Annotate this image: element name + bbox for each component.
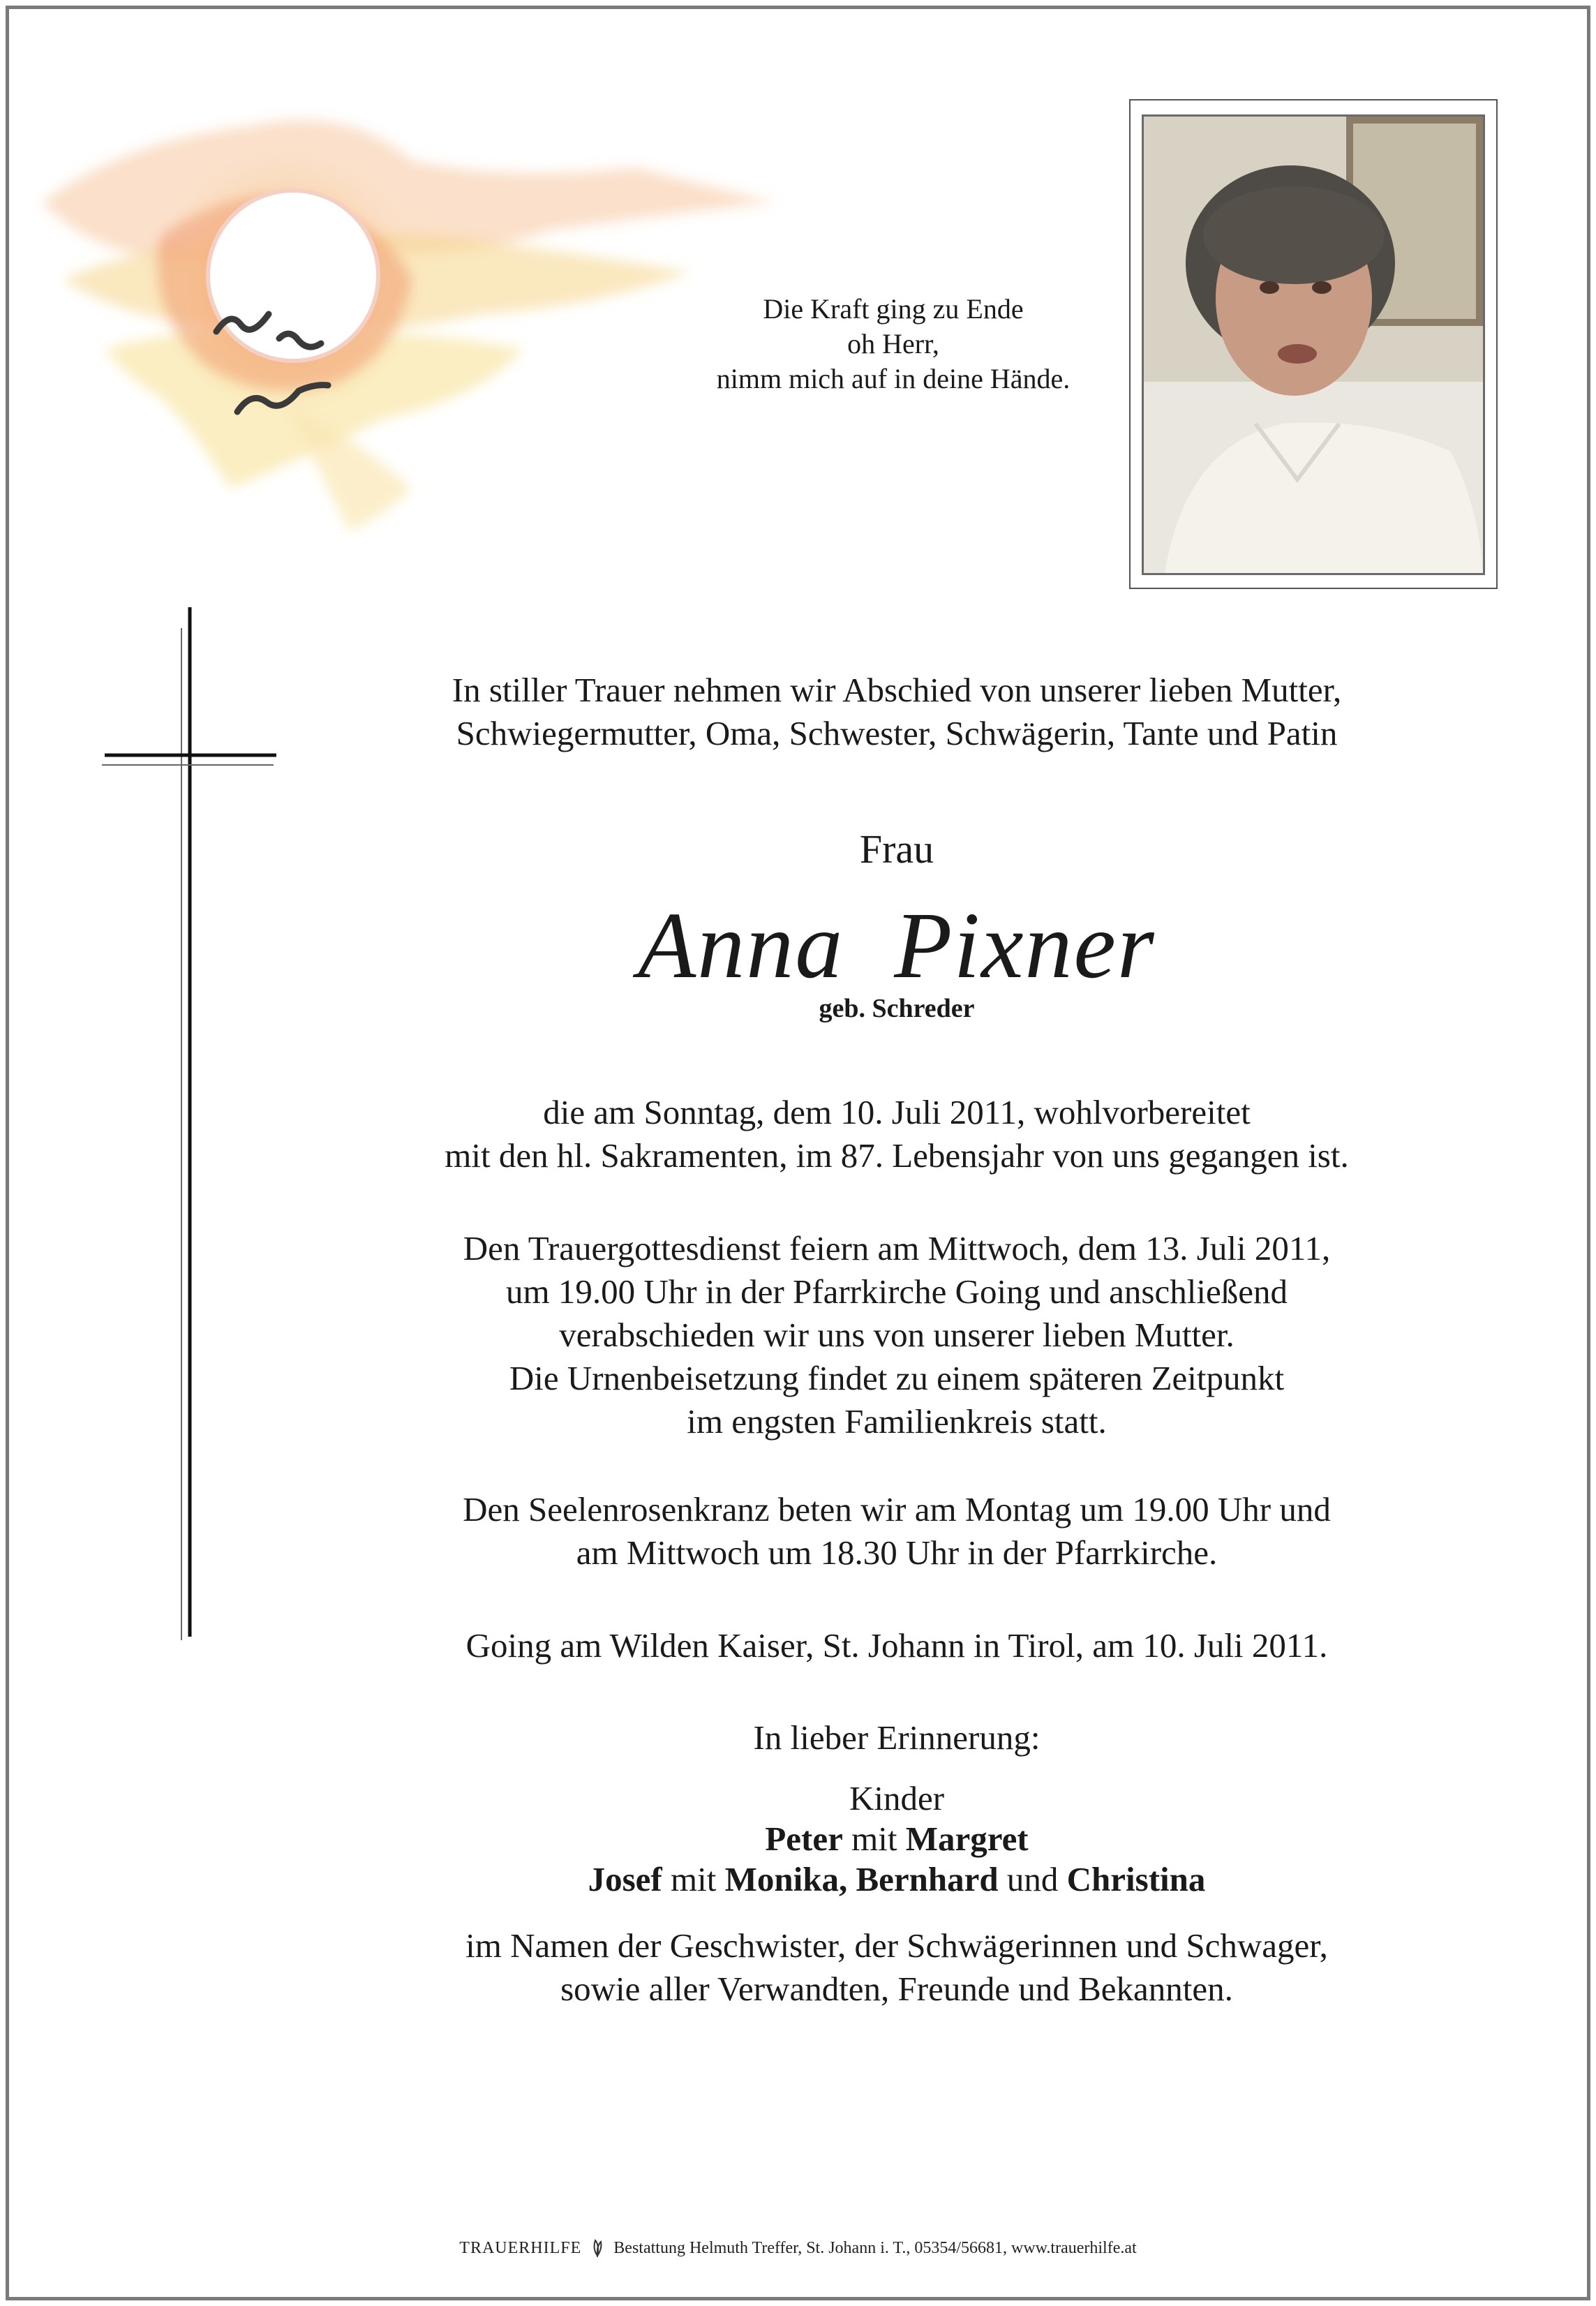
- poem-line: oh Herr,: [847, 328, 939, 359]
- closing-line: sowie aller Verwandten, Freunde und Bekannten.: [560, 1970, 1233, 2008]
- service-line: im engsten Familienkreis statt.: [687, 1402, 1107, 1441]
- footer-text: Bestattung Helmuth Treffer, St. Johann i. T., 05354/56681, www.trauerhilfe.at: [613, 2239, 1137, 2257]
- remembrance-heading: In lieber Erinnerung:: [753, 1718, 1041, 1757]
- family-name: Monika, Bernhard: [724, 1860, 999, 1898]
- family-joiner: mit: [851, 1820, 897, 1858]
- intro-line: Schwiegermutter, Oma, Schwester, Schwägerin, Tante und Patin: [456, 714, 1338, 752]
- intro-text: [349, 669, 1445, 755]
- service-line: verabschieden wir uns von unserer lieben Mutter.: [559, 1316, 1235, 1354]
- poem-line: nimm mich auf in deine Hände.: [716, 363, 1071, 394]
- service-info: [349, 1227, 1445, 1443]
- poem: [628, 292, 1158, 396]
- death-notice-line: mit den hl. Sakramenten, im 87. Lebensjahr von uns gegangen ist.: [445, 1136, 1349, 1175]
- family-heading: Kinder: [849, 1779, 945, 1817]
- family-line-1: [349, 1819, 1445, 1859]
- family-name: Josef: [588, 1860, 662, 1898]
- closing-text: [349, 1924, 1445, 2011]
- deceased-name: Anna Pixner: [638, 893, 1156, 998]
- footer-brand: TRAUERHILFE: [459, 2239, 582, 2257]
- footer: [0, 2236, 1596, 2259]
- portrait-frame: [1129, 99, 1498, 589]
- birth-name: geb. Schreder: [819, 994, 975, 1023]
- service-line: Die Urnenbeisetzung findet zu einem späteren Zeitpunkt: [509, 1359, 1285, 1397]
- family-joiner: mit: [670, 1860, 717, 1898]
- rosary-info: [349, 1488, 1445, 1575]
- intro-line: In stiller Trauer nehmen wir Abschied von unserer lieben Mutter,: [452, 671, 1342, 709]
- place-date: Going am Wilden Kaiser, St. Johann in Tirol, am 10. Juli 2011.: [465, 1626, 1328, 1665]
- rosary-line: am Mittwoch um 18.30 Uhr in der Pfarrkirche.: [576, 1533, 1218, 1572]
- family-name: Peter: [765, 1820, 843, 1858]
- portrait-photo: [1142, 114, 1485, 575]
- death-notice: [349, 1091, 1445, 1177]
- salutation: Frau: [859, 826, 934, 872]
- death-notice-line: die am Sonntag, dem 10. Juli 2011, wohlvorbereitet: [543, 1093, 1251, 1131]
- portrait-image: [1144, 117, 1483, 573]
- family-name: Christina: [1066, 1860, 1206, 1898]
- family-joiner: und: [1006, 1860, 1059, 1898]
- family-list: [349, 1778, 1445, 1900]
- leaf-logo-icon: [588, 2236, 606, 2257]
- service-line: Den Trauergottesdienst feiern am Mittwoch, dem 13. Juli 2011,: [463, 1229, 1331, 1267]
- family-name: Margret: [905, 1820, 1029, 1858]
- cross-icon: [98, 607, 286, 1640]
- closing-line: im Namen der Geschwister, der Schwägerinnen und Schwager,: [465, 1926, 1328, 1965]
- service-line: um 19.00 Uhr in der Pfarrkirche Going und anschließend: [506, 1272, 1288, 1311]
- rosary-line: Den Seelenrosenkranz beten wir am Montag um 19.00 Uhr und: [463, 1490, 1331, 1528]
- poem-line: Die Kraft ging zu Ende: [763, 293, 1024, 325]
- family-line-2: [349, 1859, 1445, 1900]
